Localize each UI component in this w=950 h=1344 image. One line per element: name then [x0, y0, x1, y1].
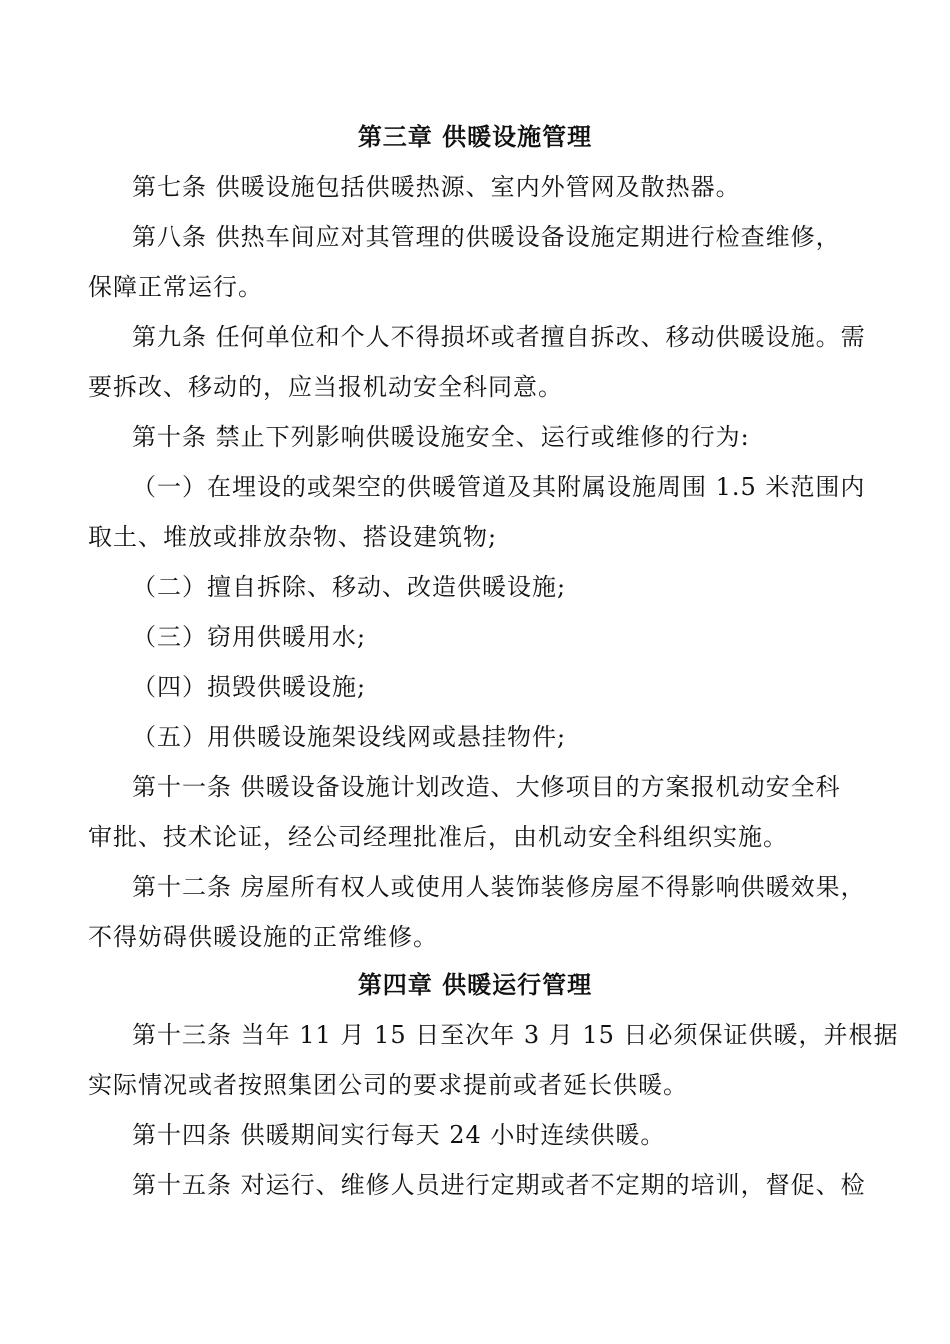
article-14: 第十四条 供暖期间实行每天 24 小时连续供暖。 — [132, 1121, 666, 1149]
article-13-line-1: 第十三条 当年 11 月 15 日至次年 3 月 15 日必须保证供暖，并根据 — [132, 1021, 899, 1049]
article-9-line-1: 第九条 任何单位和个人不得损坏或者擅自拆改、移动供暖设施。需 — [132, 323, 866, 351]
article-10-item-1-line-1: （一）在埋设的或架空的供暖管道及其附属设施周围 1.5 米范围内 — [132, 473, 866, 501]
article-12-line-2: 不得妨碍供暖设施的正常维修。 — [88, 923, 438, 951]
article-10: 第十条 禁止下列影响供暖设施安全、运行或维修的行为: — [132, 423, 750, 451]
article-10-item-5: （五）用供暖设施架设线网或悬挂物件; — [132, 723, 567, 751]
article-7: 第七条 供暖设施包括供暖热源、室内外管网及散热器。 — [132, 173, 741, 201]
article-10-item-4: （四）损毁供暖设施; — [132, 673, 367, 701]
article-11-line-2: 审批、技术论证，经公司经理批准后，由机动安全科组织实施。 — [88, 823, 788, 851]
article-12-line-1: 第十二条 房屋所有权人或使用人装饰装修房屋不得影响供暖效果， — [132, 873, 866, 901]
article-9-line-2: 要拆改、移动的，应当报机动安全科同意。 — [88, 373, 563, 401]
chapter-3-heading: 第三章 供暖设施管理 — [357, 122, 593, 151]
article-13-line-2: 实际情况或者按照集团公司的要求提前或者延长供暖。 — [88, 1071, 688, 1099]
article-10-item-1-line-2: 取土、堆放或排放杂物、搭设建筑物; — [88, 523, 498, 551]
article-8-line-1: 第八条 供热车间应对其管理的供暖设备设施定期进行检查维修， — [132, 223, 841, 251]
article-15-line-1: 第十五条 对运行、维修人员进行定期或者不定期的培训，督促、检 — [132, 1171, 866, 1199]
article-10-item-2: （二）擅自拆除、移动、改造供暖设施; — [132, 573, 567, 601]
article-10-item-3: （三）窃用供暖用水; — [132, 623, 367, 651]
chapter-4-heading: 第四章 供暖运行管理 — [357, 970, 593, 999]
article-8-line-2: 保障正常运行。 — [88, 273, 263, 301]
article-11-line-1: 第十一条 供暖设备设施计划改造、大修项目的方案报机动安全科 — [132, 773, 841, 801]
